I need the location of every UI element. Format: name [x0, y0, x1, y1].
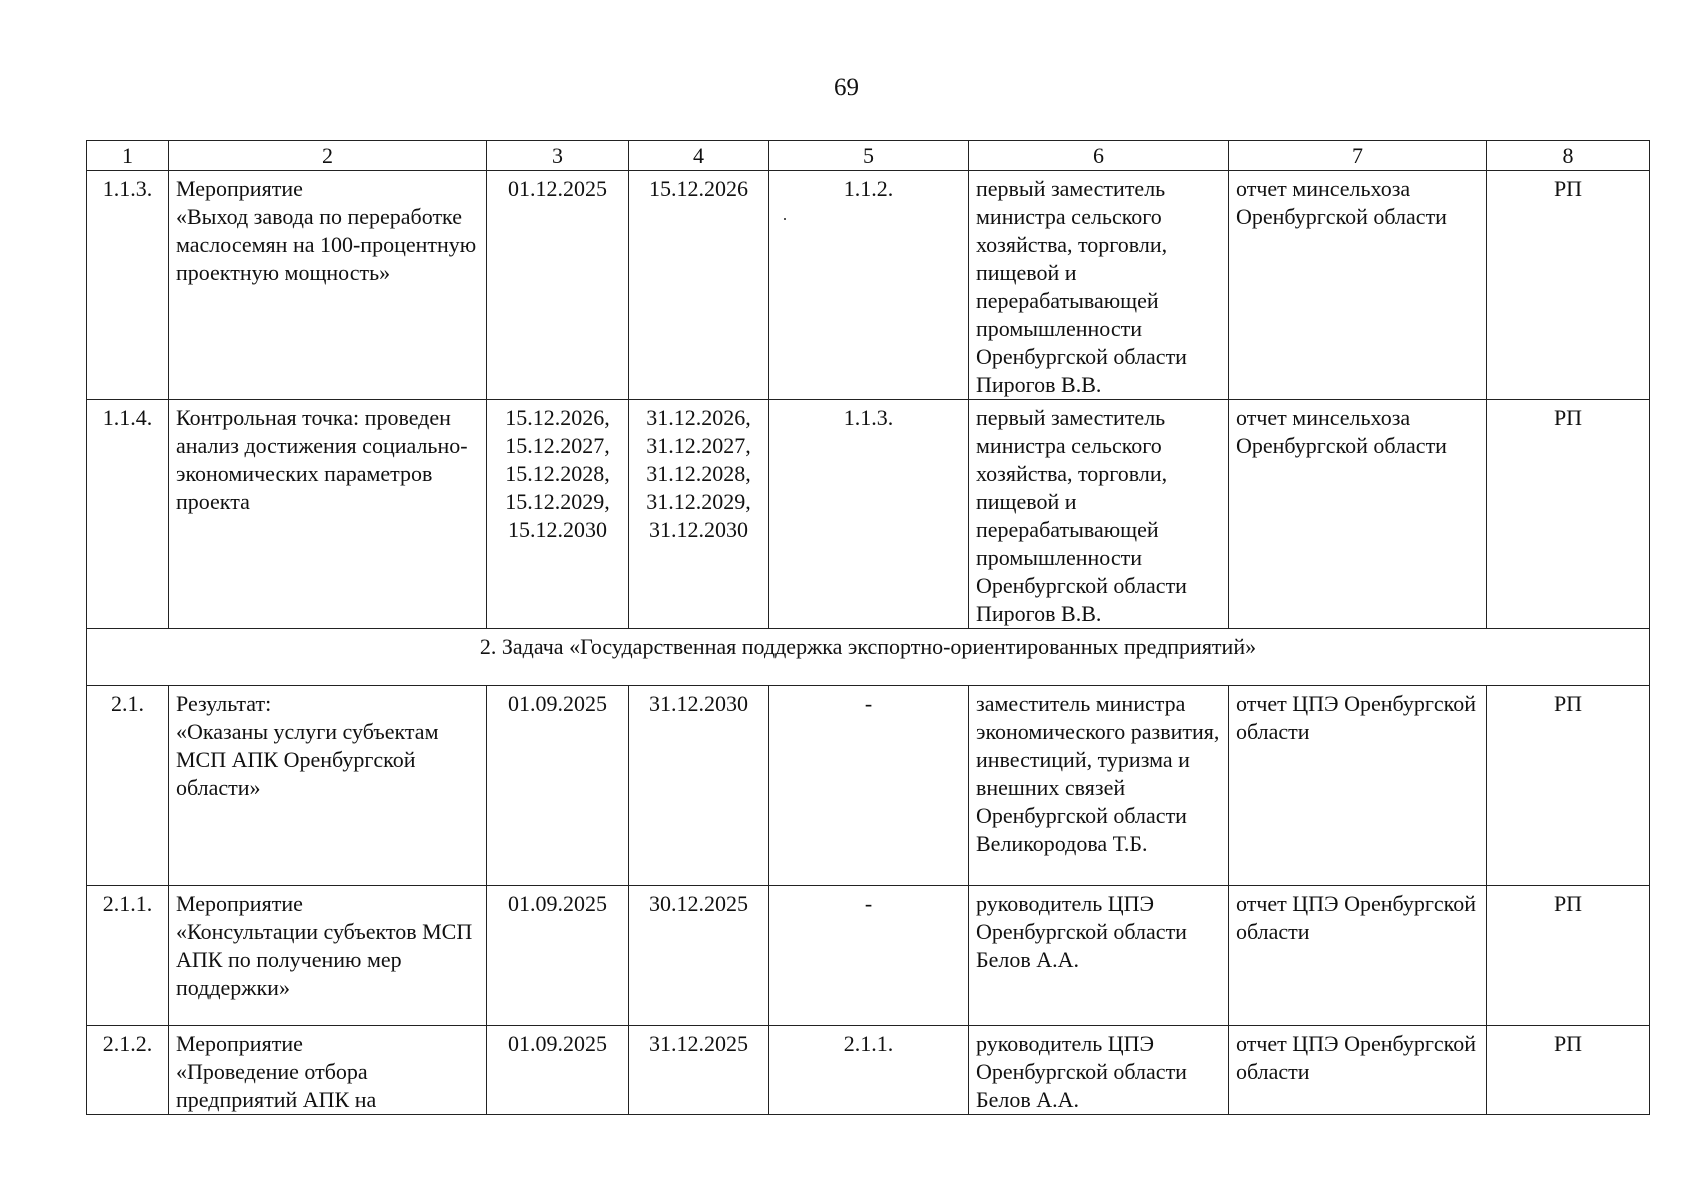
row-responsible: первый заместитель министра сельского хозяйства, торговли, пищевой и перерабатывающей промышленности Оренбургской области Пирогов В.В.: [969, 400, 1229, 629]
scan-speck: [784, 218, 786, 220]
header-cell: 8: [1487, 141, 1650, 171]
row-end-date: 15.12.2026: [629, 171, 769, 400]
row-start-date: 01.12.2025: [487, 171, 629, 400]
row-predecessor: -: [769, 686, 969, 886]
table-row: [87, 886, 1650, 1026]
row-end-date: 31.12.2025: [629, 1026, 769, 1115]
row-level: РП: [1487, 686, 1650, 886]
row-number: 2.1.2.: [87, 1026, 169, 1115]
row-level: РП: [1487, 886, 1650, 1026]
row-document: отчет ЦПЭ Оренбургской области: [1229, 686, 1487, 886]
page-number: 69: [834, 74, 859, 101]
task-heading-row: [87, 629, 1650, 686]
row-name: Контрольная точка: проведен анализ достижения социально-экономических параметров проекта: [169, 400, 487, 629]
header-cell: 7: [1229, 141, 1487, 171]
table-row: [87, 1026, 1650, 1115]
row-predecessor: 1.1.2.: [769, 171, 969, 400]
row-start-date: 01.09.2025: [487, 1026, 629, 1115]
row-predecessor: -: [769, 886, 969, 1026]
row-responsible: заместитель министра экономического развития, инвестиций, туризма и внешних связей Оренбургской области Великородова Т.Б.: [969, 686, 1229, 886]
row-name: Мероприятие «Проведение отбора предприятий АПК на: [169, 1026, 487, 1115]
table-row: [87, 400, 1650, 629]
row-start-date: 01.09.2025: [487, 886, 629, 1026]
row-document: отчет минсельхоза Оренбургской области: [1229, 171, 1487, 400]
row-start-date: 01.09.2025: [487, 686, 629, 886]
row-name: Мероприятие «Выход завода по переработке маслосемян на 100-процентную проектную мощность»: [169, 171, 487, 400]
row-name: Результат: «Оказаны услуги субъектам МСП АПК Оренбургской области»: [169, 686, 487, 886]
table-row: [87, 171, 1650, 400]
row-end-date: 30.12.2025: [629, 886, 769, 1026]
row-name: Мероприятие «Консультации субъектов МСП АПК по получению мер поддержки»: [169, 886, 487, 1026]
table-row: [87, 686, 1650, 886]
row-responsible: руководитель ЦПЭ Оренбургской области Белов А.А.: [969, 1026, 1229, 1115]
row-responsible: первый заместитель министра сельского хозяйства, торговли, пищевой и перерабатывающей промышленности Оренбургской области Пирогов В.В.: [969, 171, 1229, 400]
row-number: 1.1.3.: [87, 171, 169, 400]
row-document: отчет ЦПЭ Оренбургской области: [1229, 1026, 1487, 1115]
header-cell: 5: [769, 141, 969, 171]
row-level: РП: [1487, 400, 1650, 629]
task-heading: 2. Задача «Государственная поддержка экспортно-ориентированных предприятий»: [87, 629, 1650, 686]
row-number: 2.1.: [87, 686, 169, 886]
header-cell: 2: [169, 141, 487, 171]
row-level: РП: [1487, 171, 1650, 400]
row-number: 1.1.4.: [87, 400, 169, 629]
header-cell: 3: [487, 141, 629, 171]
row-level: РП: [1487, 1026, 1650, 1115]
row-document: отчет ЦПЭ Оренбургской области: [1229, 886, 1487, 1026]
plan-table: [86, 140, 1650, 1115]
row-document: отчет минсельхоза Оренбургской области: [1229, 400, 1487, 629]
header-cell: 6: [969, 141, 1229, 171]
header-cell: 1: [87, 141, 169, 171]
row-predecessor: 1.1.3.: [769, 400, 969, 629]
header-row: [87, 141, 1650, 171]
row-start-date: 15.12.2026, 15.12.2027, 15.12.2028, 15.12.2029, 15.12.2030: [487, 400, 629, 629]
row-responsible: руководитель ЦПЭ Оренбургской области Белов А.А.: [969, 886, 1229, 1026]
header-cell: 4: [629, 141, 769, 171]
row-end-date: 31.12.2030: [629, 686, 769, 886]
row-end-date: 31.12.2026, 31.12.2027, 31.12.2028, 31.12.2029, 31.12.2030: [629, 400, 769, 629]
row-predecessor: 2.1.1.: [769, 1026, 969, 1115]
row-number: 2.1.1.: [87, 886, 169, 1026]
